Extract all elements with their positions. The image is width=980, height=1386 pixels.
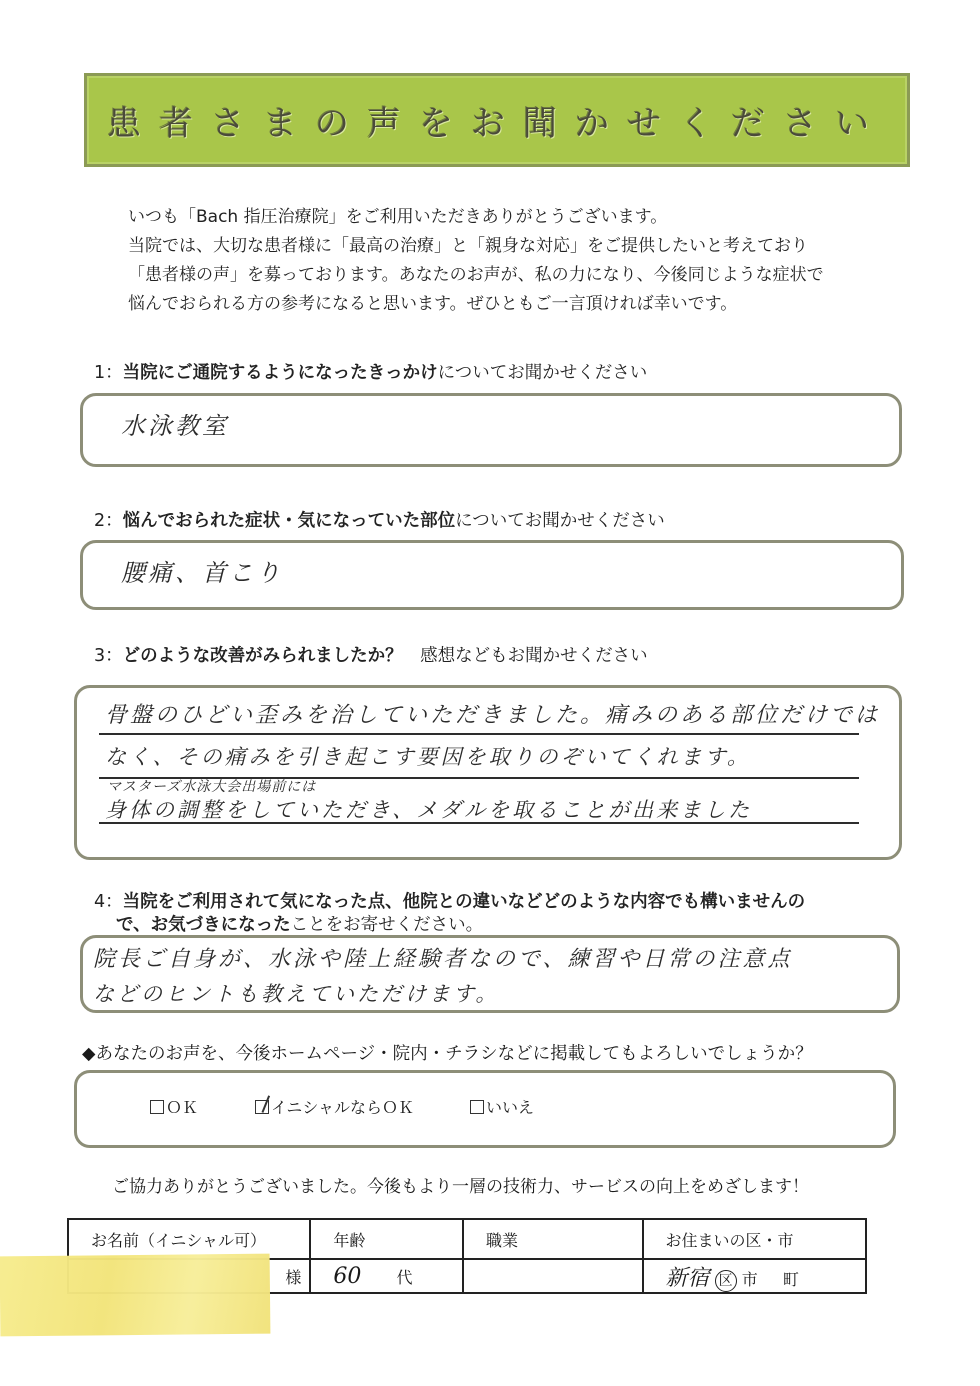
answer-1-text: 水泳教室 [121,412,229,440]
question-rest: ことをお寄せください。 [290,915,484,935]
thanks-message: ご協力ありがとうございました。今後もより一層の技術力、サービスの向上をめざします！ [112,1177,809,1197]
option-ok-label: ＯＫ [166,1098,199,1117]
answer-rule [99,733,859,735]
answer-rule [99,822,859,824]
answer-box-2[interactable] [80,540,904,610]
name-suffix: 様 [285,1267,302,1287]
question-rest: 感想などもお聞かせください [402,646,648,666]
intro-line: 当院では、大切な患者様に「最高の治療」と「親身な対応」をご提供したいと考えており [128,236,808,256]
header-residence: お住まいの区・市 [643,1219,866,1259]
header-banner [84,73,910,167]
question-bold: 悩んでおられた症状・気になっていた部位 [122,511,456,531]
answer-3-line-1: 骨盤のひどい歪みを治していただきました。痛みのある部位だけでは [105,703,881,728]
age-suffix: 代 [396,1267,413,1287]
city-label: 市 [741,1269,758,1289]
question-rest: についてお聞かせください [455,511,665,531]
intro-line: 「患者様の声」を募っております。あなたのお声が、私の力になり、今後同じような症状で [128,265,824,285]
question-bold: で、お気づきになった [116,915,291,935]
question-4-label-cont [116,911,483,936]
age-field[interactable] [310,1259,463,1293]
checkbox-initials-ok[interactable] [255,1100,269,1114]
answer-box-1[interactable] [80,393,902,467]
option-ok[interactable] [150,1095,198,1118]
question-number: 1： [94,363,123,383]
age-value: 60 [333,1263,362,1289]
question-number: 4： [94,892,123,912]
option-initials-ok-label: イニシャルならＯＫ [271,1098,415,1117]
residence-value: 新宿 [665,1265,710,1291]
question-bold: 当院にご通院するようになったきっかけ [122,363,438,383]
option-initials-ok[interactable] [255,1095,414,1118]
answer-3-note: マスターズ水泳大会出場前には [107,779,317,795]
residence-field[interactable] [643,1259,866,1293]
question-2-label [94,507,665,532]
question-bold: 当院をご利用されて気になった点、他院との違いなどどのような内容でも構いませんの [122,892,806,912]
answer-2-text: 腰痛、首こり [121,559,283,587]
header-age: 年齢 [310,1219,463,1259]
answer-box-4[interactable] [80,935,900,1013]
answer-4-line-2: などのヒントも教えていただけます。 [93,982,500,1006]
question-3-label [94,642,648,667]
option-no[interactable] [470,1095,534,1118]
header-occupation: 職業 [463,1219,643,1259]
intro-line: いつも「Bach 指圧治療院」をご利用いただきありがとうございます。 [128,207,668,227]
checkbox-no[interactable] [470,1100,484,1114]
question-bold: どのような改善がみられましたか？ [122,646,403,666]
option-no-label: いいえ [486,1098,535,1117]
answer-3-line-3: 身体の調整をしていただき、メダルを取ることが出来ました [105,798,753,822]
checkbox-ok[interactable] [150,1100,164,1114]
page-title: 患者さまの声をお聞かせください [107,103,887,144]
intro-text [128,203,848,319]
question-number: 3： [94,646,123,666]
intro-line: 悩んでおられる方の参考になると思います。ぜひともご一言頂ければ幸いです。 [128,294,738,314]
redaction-tape [0,1254,270,1337]
question-1-label [94,359,647,384]
answer-3-line-2: なく、その痛みを引き起こす要因を取りのぞいてくれます。 [105,745,751,769]
table-header-row [68,1219,866,1259]
question-rest: についてお聞かせください [437,363,648,383]
town-label: 町 [782,1269,799,1289]
header-name: お名前（イニシャル可） [68,1219,310,1259]
question-4-label [94,888,805,913]
answer-4-line-1: 院長ご自身が、水泳や陸上経験者なので、練習や日常の注意点 [93,947,793,972]
occupation-field[interactable] [463,1259,643,1293]
question-number: 2： [94,511,123,531]
answer-box-3[interactable] [74,685,902,860]
ward-circled: 区 [715,1270,737,1292]
consent-question: ◆あなたのお声を、今後ホームページ・院内・チラシなどに掲載してもよろしいでしょうか？ [82,1044,813,1064]
